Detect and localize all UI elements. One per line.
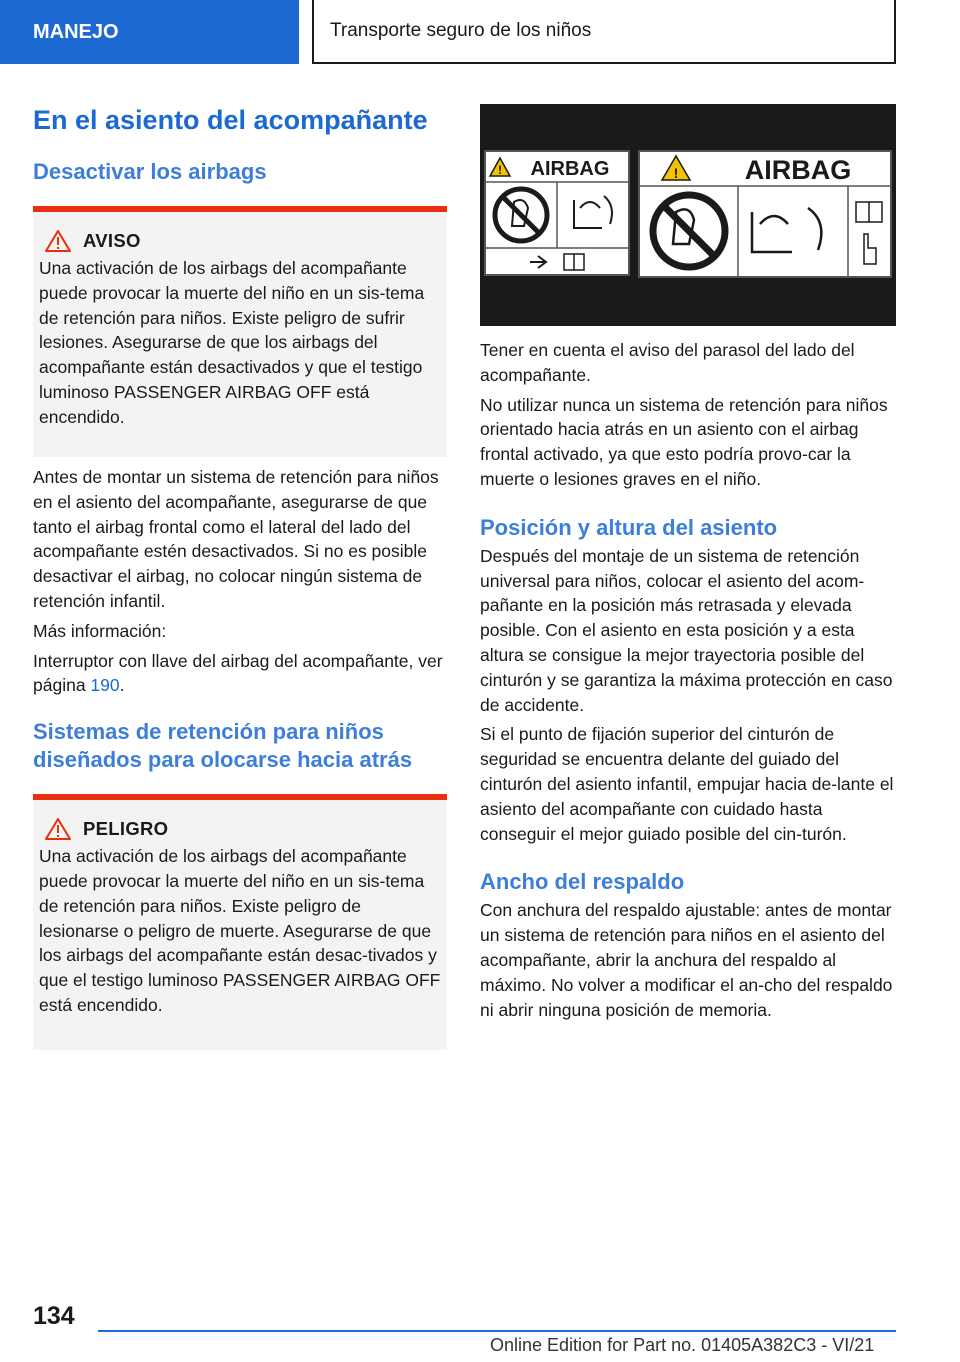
airbag-warning-label-small xyxy=(486,152,628,274)
warning-triangle-icon xyxy=(45,230,71,252)
paragraph-reference xyxy=(33,649,447,699)
footer-edition: Online Edition for Part no. 01405A382C3 - VI/21 xyxy=(490,1335,875,1355)
subheading-sistemas xyxy=(33,718,447,774)
aviso-text: Una activación de los airbags del acompañante puede provocar la muerte del niño en un sis-tema de retención para niños. Existe peligro de sufrir lesiones. Asegurarse de que los airbags del acompañante están desactivados y que el testigo luminoso PASSENGER AIRBAG OFF está encendido. xyxy=(39,258,425,427)
paragraph: Más información: xyxy=(33,620,167,641)
peligro-title: PELIGRO xyxy=(83,818,169,840)
airbag-label-image xyxy=(480,104,896,326)
page-link[interactable]: 190 xyxy=(90,675,120,696)
right-column xyxy=(480,104,896,1022)
small-label-text: AIRBAG xyxy=(530,158,610,180)
subheading-line: diseñados para olocarse hacia atrás xyxy=(33,747,413,773)
page-heading: En el asiento del acompañante xyxy=(33,105,428,135)
aviso-box xyxy=(33,206,447,457)
page-number: 134 xyxy=(33,1302,75,1330)
subheading-line: Sistemas de retención para niños xyxy=(33,719,384,745)
reference-end: . xyxy=(119,675,125,696)
paragraph: Tener en cuenta el aviso del parasol del lado del acompañante. xyxy=(480,340,855,385)
paragraph: Antes de montar un sistema de retención para niños en el asiento del acompañante, asegurarse de que tanto el airbag frontal como el lateral del lado del acompañante estén desactivados. Si no es posible desactivar el airbag, no colocar ningún sistema de retención infantil. xyxy=(33,467,439,611)
reference-text: Interruptor con llave del airbag del acompañante, ver página xyxy=(33,650,443,696)
svg-text:!: ! xyxy=(673,165,679,181)
large-label-text: AIRBAG xyxy=(744,155,852,185)
paragraph: Después del montaje de un sistema de retención universal para niños, colocar el asiento del acom-pañante en la posición más retrasada y elevada posible. Con el asiento en esta posición y a esta altura se consigue la mejor trayectoria posible del cinturón y se garantiza la máxima protección en caso de accidente. xyxy=(480,545,893,715)
subheading-posicion: Posición y altura del asiento xyxy=(480,514,778,540)
aviso-title: AVISO xyxy=(83,230,141,251)
left-column xyxy=(33,104,447,1050)
subheading-ancho: Ancho del respaldo xyxy=(480,869,685,895)
page-header-title xyxy=(312,0,896,64)
footer-divider xyxy=(98,1330,896,1332)
paragraph: Con anchura del respaldo ajustable: antes de montar un sistema de retención para niños en el asiento del acompañante, abrir la anchura del respaldo al máximo. No volver a modificar el an-cho del respaldo ni abrir ninguna posición de memoria. xyxy=(480,900,893,1020)
airbag-label-large xyxy=(638,150,892,278)
airbag-warning-label-large xyxy=(640,152,890,276)
chapter-tab xyxy=(0,0,299,64)
airbag-label-small xyxy=(484,150,630,276)
svg-text:!: ! xyxy=(498,163,502,177)
paragraph: Si el punto de fijación superior del cinturón de seguridad se encuentra delante del guiado del cinturón del asiento infantil, empujar hacia de-lante el asiento del acompañante con cuidado hasta conseguir el mejor guiado posible del cin-turón. xyxy=(480,724,894,844)
peligro-box xyxy=(33,794,447,1050)
warning-triangle-icon xyxy=(45,818,71,840)
peligro-text: Una activación de los airbags del acompañante puede provocar la muerte del niño en un sis-tema de retención para niños. Existe peligro de lesionarse o peligro de muerte. Asegurarse de que los airbags del acompañante están desac-tivados y que el testigo luminoso PASSENGER AIRBAG OFF está encendido. xyxy=(39,846,441,1015)
subheading-desactivar: Desactivar los airbags xyxy=(33,159,267,184)
paragraph: No utilizar nunca un sistema de retención para niños orientado hacia atrás en un asiento con el airbag frontal activado, ya que esto podría provo-car la muerte o lesiones graves en el niño. xyxy=(480,394,888,489)
chapter-label: MANEJO xyxy=(33,20,119,43)
section-title: Transporte seguro de los niños xyxy=(330,20,592,41)
